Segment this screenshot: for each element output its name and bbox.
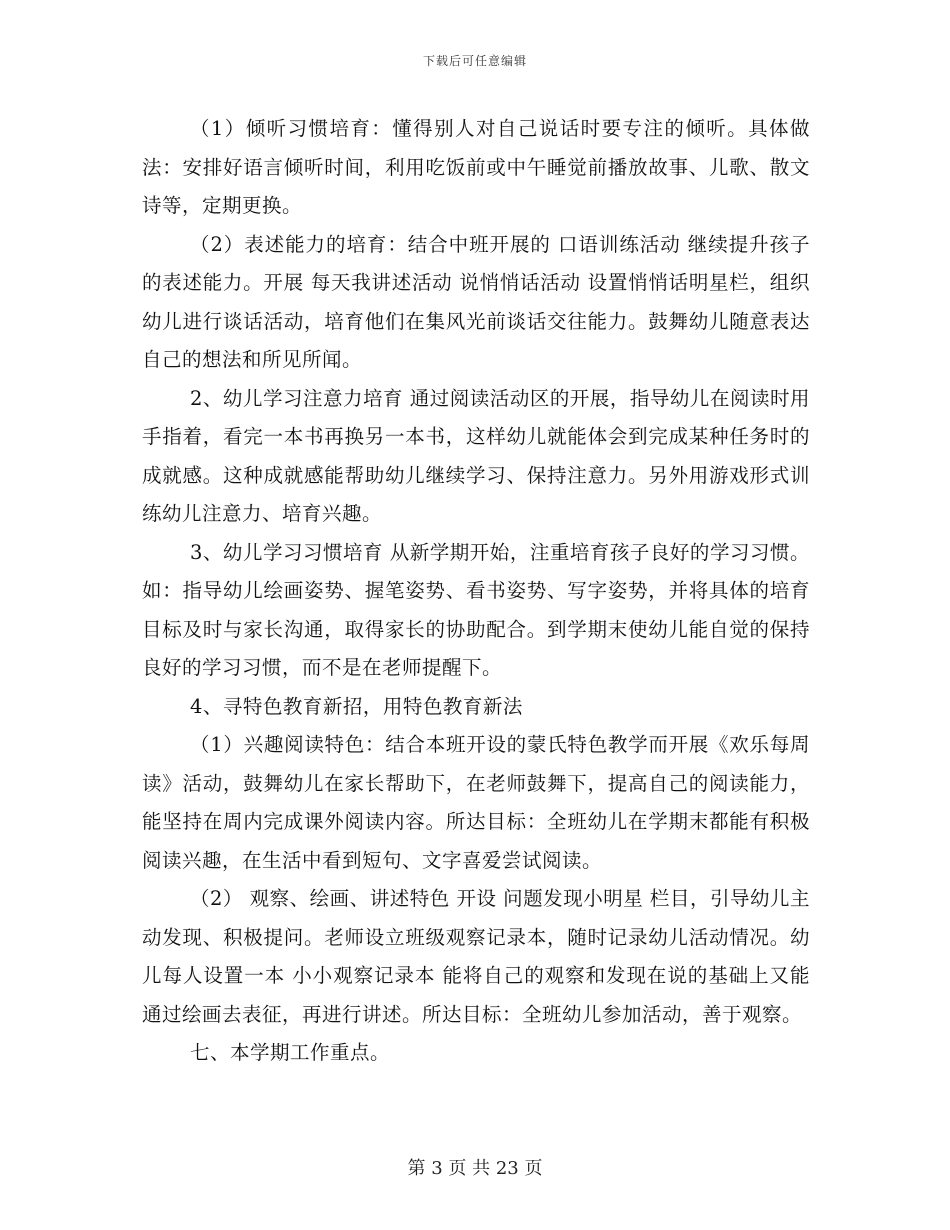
paragraph-expression-ability: （2）表述能力的培育：结合中班开展的 口语训练活动 继续提升孩子的表述能力。开展 每天我讲述活动 说悄悄话活动 设置悄悄话明星栏，组织幼儿进行谈话活动，培育他们在集风光前谈话交往能力。鼓舞幼儿随意表达自己的想法和所见所闻。 [142,232,810,371]
page-header-note: 下载后可任意编辑 [422,54,527,68]
paragraph-listening-habit: （1）倾听习惯培育：懂得别人对自己说话时要专注的倾听。具体做法：安排好语言倾听时间，利用吃饭前或中午睡觉前播放故事、儿歌、散文诗等，定期更换。 [142,117,810,217]
paragraph-semester-focus-heading: 七、本学期工作重点。 [190,1041,391,1064]
document-body [142,110,810,1073]
paragraph-study-habits: 3、幼儿学习习惯培育 从新学期开始，注重培育孩子良好的学习习惯。如：指导幼儿绘画姿势、握笔姿势、看书姿势、写字姿势，并将具体的培育目标及时与家长沟通，取得家长的协助配合。到学期末使幼儿能自觉的保持良好的学习习惯，而不是在老师提醒下。 [142,540,810,679]
paragraph-attention-training: 2、幼儿学习注意力培育 通过阅读活动区的开展，指导幼儿在阅读时用手指着，看完一本书再换另一本书，这样幼儿就能体会到完成某种任务时的成就感。这种成就感能帮助幼儿继续学习、保持注意力。另外用游戏形式训练幼儿注意力、培育兴趣。 [142,386,810,525]
paragraph-special-education-heading: 4、寻特色教育新招，用特色教育新法 [190,694,523,718]
paragraph-observation-feature: （2） 观察、绘画、讲述特色 开设 问题发现小明星 栏目，引导幼儿主动发现、积极提问。老师设立班级观察记录本，随时记录幼儿活动情况。幼儿每人设置一本 小小观察记录本 能将自己的观察和发现在说的基础上又能通过绘画去表征，再进行讲述。所达目标：全班幼儿参加活动，善于观察。 [142,887,810,1026]
paragraph-reading-feature: （1）兴趣阅读特色：结合本班开设的蒙氏特色教学而开展《欢乐每周读》活动，鼓舞幼儿在家长帮助下，在老师鼓舞下，提高自己的阅读能力，能坚持在周内完成课外阅读内容。所达目标：全班幼儿在学期末都能有积极阅读兴趣，在生活中看到短句、文字喜爱尝试阅读。 [142,733,810,872]
page-number: 第 3 页 共 23 页 [407,1158,543,1179]
